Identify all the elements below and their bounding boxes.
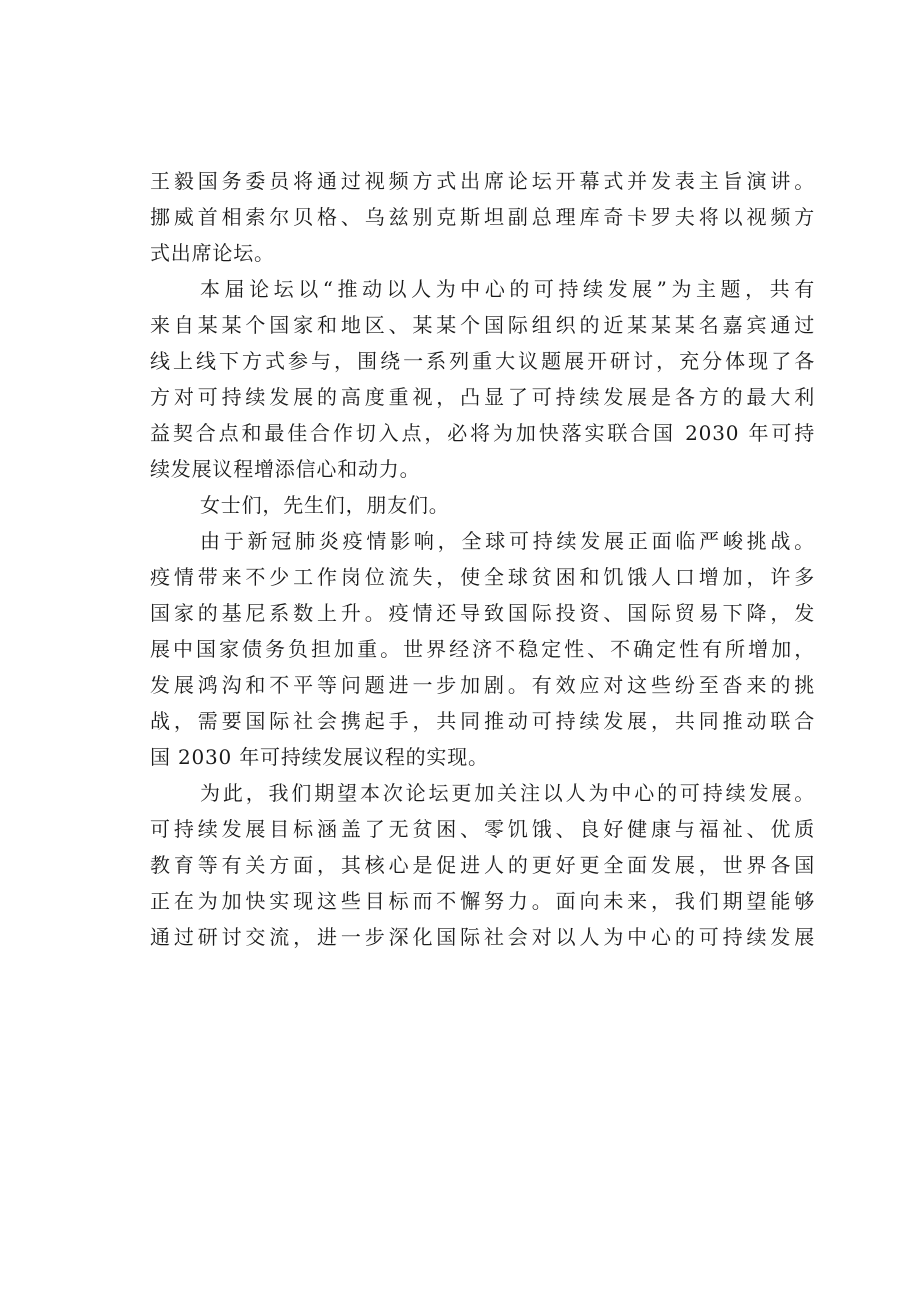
paragraph-first-line: 女士们，先生们，朋友们。 (200, 493, 450, 517)
text-line: 续发展议程增添信心和动力。 (150, 457, 421, 481)
text-line: 式出席论坛。 (150, 241, 275, 265)
text-line: 方对可持续发展的高度重视，凸显了可持续发展是各方的最大利 (150, 385, 815, 409)
text-line: 挪威首相索尔贝格、乌兹别克斯坦副总理库奇卡罗夫将以视频方 (150, 205, 815, 229)
paragraph-first-line: 由于新冠肺炎疫情影响，全球可持续发展正面临严峻挑战。 (200, 529, 815, 553)
text-line: 疫情带来不少工作岗位流失，使全球贫困和饥饿人口增加，许多 (150, 565, 815, 589)
document-body (150, 163, 815, 955)
text-line: 战，需要国际社会携起手，共同推动可持续发展，共同推动联合 (150, 709, 815, 733)
text-line: 通过研讨交流，进一步深化国际社会对以人为中心的可持续发展 (150, 925, 815, 949)
text-line: 国家的基尼系数上升。疫情还导致国际投资、国际贸易下降，发 (150, 601, 815, 625)
text-line: 教育等有关方面，其核心是促进人的更好更全面发展，世界各国 (150, 853, 815, 877)
text-line: 王毅国务委员将通过视频方式出席论坛开幕式并发表主旨演讲。 (150, 169, 815, 193)
paragraph-first-line: 本届论坛以“推动以人为中心的可持续发展”为主题，共有 (200, 277, 815, 301)
text-line: 来自某某个国家和地区、某某个国际组织的近某某某名嘉宾通过 (150, 313, 815, 337)
text-line: 国 2030 年可持续发展议程的实现。 (150, 745, 489, 769)
text-line: 益契合点和最佳合作切入点，必将为加快落实联合国 2030 年可持 (150, 421, 815, 445)
text-line: 正在为加快实现这些目标而不懈努力。面向未来，我们期望能够 (150, 889, 815, 913)
text-line: 可持续发展目标涵盖了无贫困、零饥饿、良好健康与福祉、优质 (150, 817, 815, 841)
text-line: 发展鸿沟和不平等问题进一步加剧。有效应对这些纷至沓来的挑 (150, 673, 815, 697)
text-line: 展中国家债务负担加重。世界经济不稳定性、不确定性有所增加， (150, 637, 815, 661)
paragraph-first-line: 为此，我们期望本次论坛更加关注以人为中心的可持续发展。 (200, 781, 815, 805)
text-line: 线上线下方式参与，围绕一系列重大议题展开研讨，充分体现了各 (150, 349, 815, 373)
